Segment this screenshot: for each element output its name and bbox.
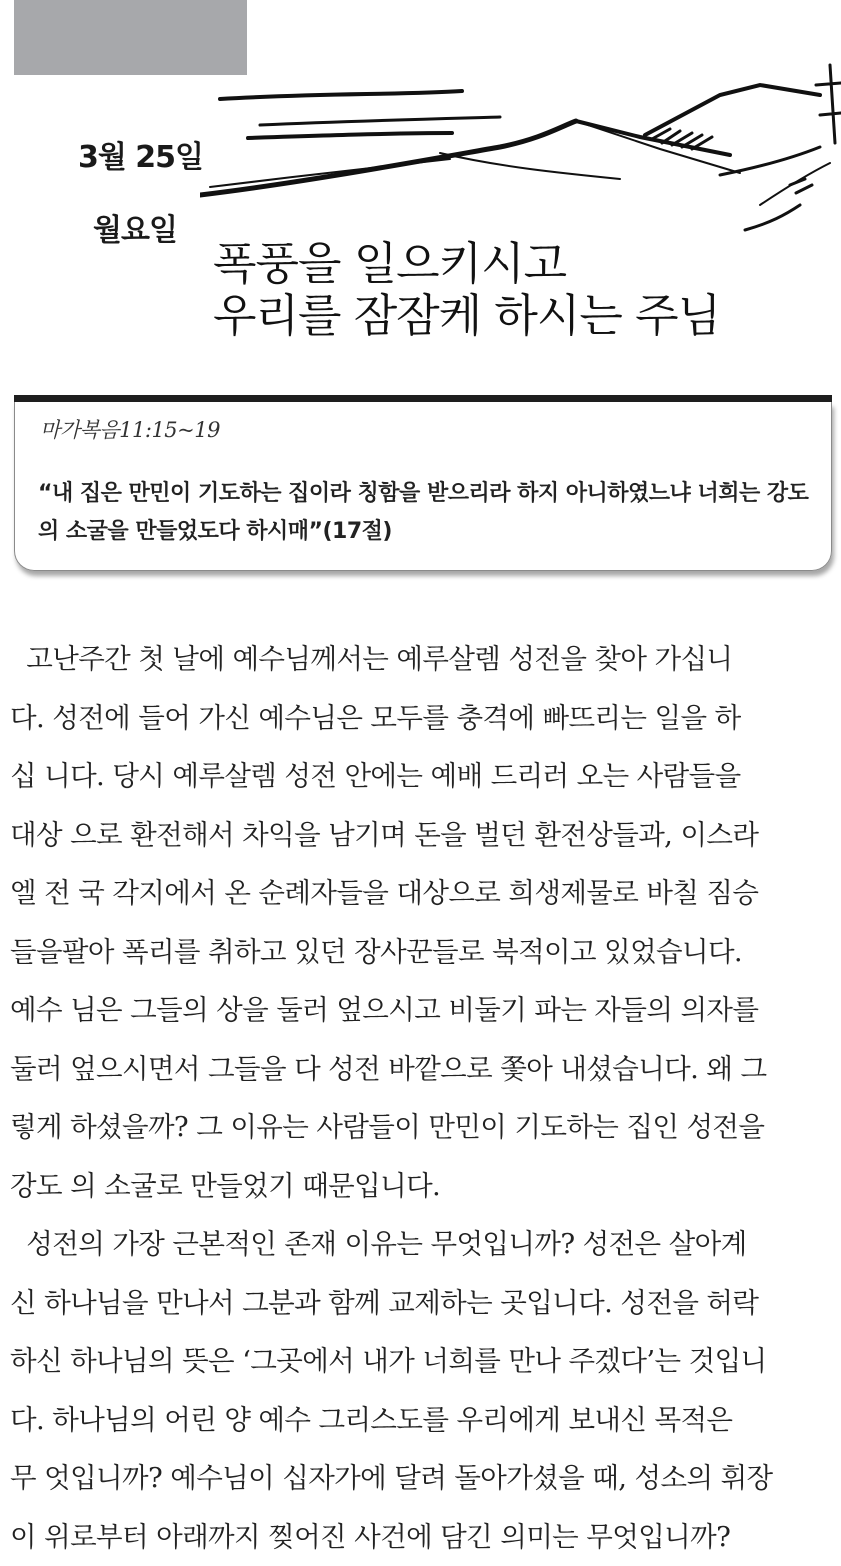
body-line: 강도 의 소굴로 만들었기 때문입니다.	[10, 1157, 832, 1216]
scripture-quote: “내 집은 만민이 기도하는 집이라 칭함을 받으리라 하지 아니하였느냐 너희는 강도의 소굴을 만들었도다 하시매”(17절)	[38, 475, 818, 551]
date: 3월 25일	[78, 132, 203, 176]
devotional-body	[10, 630, 832, 1566]
body-line: 이 위로부터 아래까지 찢어진 사건에 담긴 의미는 무엇입니까?	[10, 1508, 832, 1566]
body-line: 신 하나님을 만나서 그분과 함께 교제하는 곳입니다. 성전을 허락	[10, 1274, 832, 1333]
weekday: 월요일	[93, 205, 177, 249]
body-line: 십 니다. 당시 예루살렘 성전 안에는 예배 드리러 오는 사람들을	[10, 747, 832, 806]
scripture-reference: 마가복음11:15~19	[40, 414, 220, 444]
body-line: 예수 님은 그들의 상을 둘러 엎으시고 비둘기 파는 자들의 의자를	[10, 981, 832, 1040]
scripture-box	[14, 395, 832, 571]
body-line: 둘러 엎으시면서 그들을 다 성전 바깥으로 쫓아 내셨습니다. 왜 그	[10, 1040, 832, 1099]
page-title	[213, 238, 720, 342]
body-line: 성전의 가장 근본적인 존재 이유는 무엇입니까? 성전은 살아계	[10, 1215, 832, 1274]
body-line: 대상 으로 환전해서 차익을 남기며 돈을 벌던 환전상들과, 이스라	[10, 806, 832, 865]
body-line: 다. 하나님의 어린 양 예수 그리스도를 우리에게 보내신 목적은	[10, 1391, 832, 1450]
mountain-sketch-illustration	[200, 55, 841, 255]
body-line: 렇게 하셨을까? 그 이유는 사람들이 만민이 기도하는 집인 성전을	[10, 1098, 832, 1157]
body-line: 엘 전 국 각지에서 온 순례자들을 대상으로 희생제물로 바칠 짐승	[10, 864, 832, 923]
body-line: 무 엇입니까? 예수님이 십자가에 달려 돌아가셨을 때, 성소의 휘장	[10, 1449, 832, 1508]
body-line: 다. 성전에 들어 가신 예수님은 모두를 충격에 빠뜨리는 일을 하	[10, 689, 832, 748]
body-line: 하신 하나님의 뜻은 ‘그곳에서 내가 너희를 만나 주겠다’는 것입니	[10, 1332, 832, 1391]
title-line-2: 우리를 잠잠케 하시는 주님	[213, 290, 720, 342]
title-line-1: 폭풍을 일으키시고	[213, 238, 720, 290]
body-line: 고난주간 첫 날에 예수님께서는 예루살렘 성전을 찾아 가십니	[10, 630, 832, 689]
body-line: 들을팔아 폭리를 취하고 있던 장사꾼들로 북적이고 있었습니다.	[10, 923, 832, 982]
